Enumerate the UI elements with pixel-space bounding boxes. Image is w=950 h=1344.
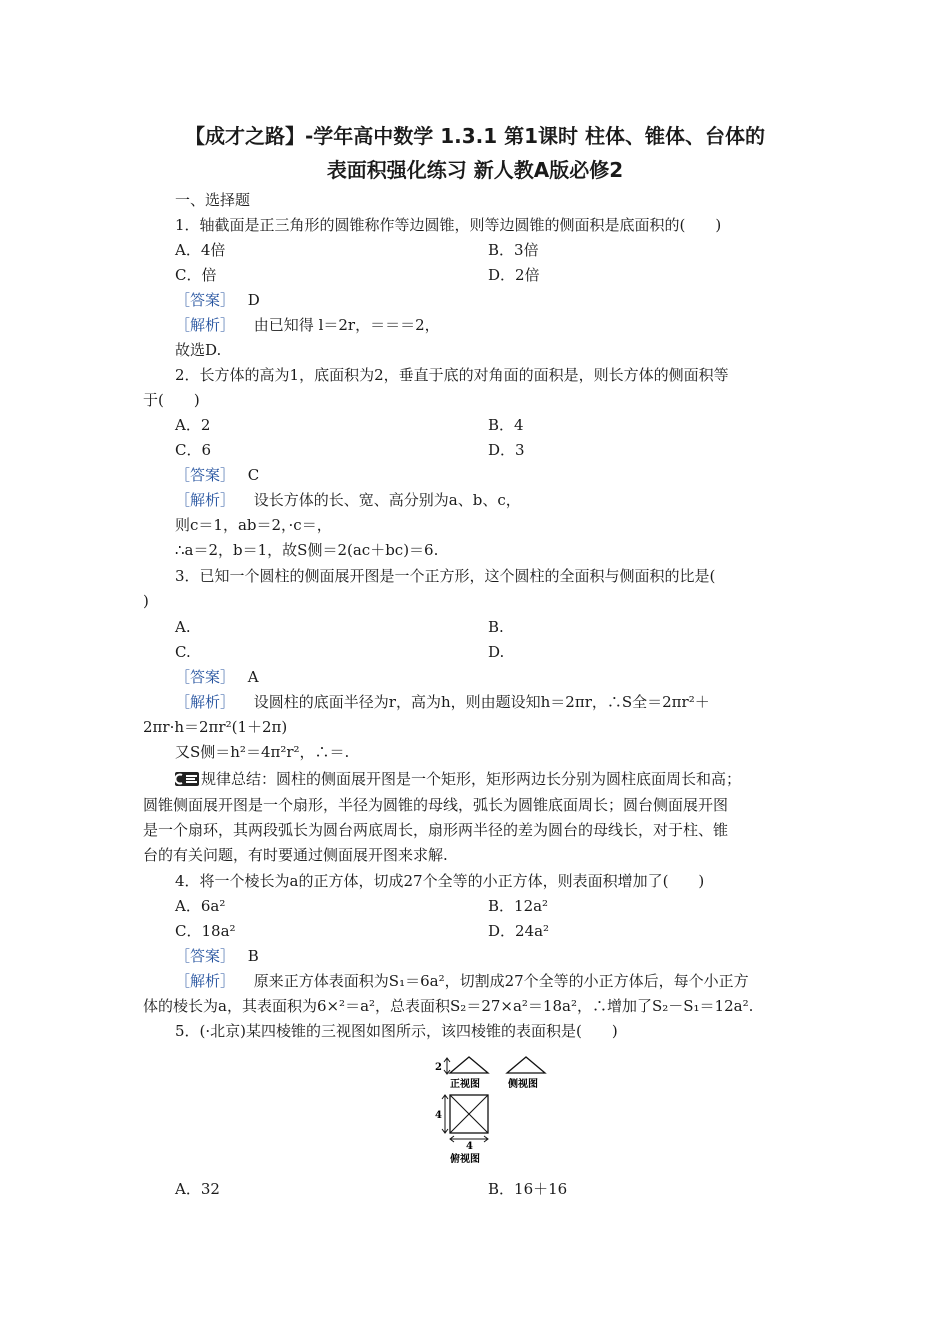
- analysis-tag: ［解析］: [175, 693, 236, 711]
- rule-summary-icon: [175, 772, 199, 786]
- q4-answer: B: [247, 947, 259, 965]
- q3-analysis-line: 2πr·h＝2πr²(1＋2π): [143, 718, 288, 736]
- q4-option-d: D．24a²: [488, 922, 550, 940]
- q2-stem: 2．长方体的高为1，底面积为2，垂直于底的对角面的面积是，则长方体的侧面积等: [175, 366, 729, 384]
- q3-rule-line: 台的有关问题，有时要通过侧面展开图来求解.: [143, 846, 448, 864]
- q4-option-a: A．6a²: [175, 897, 226, 915]
- q3-option-b: B.: [488, 618, 504, 636]
- q1-stem: 1．轴截面是正三角形的圆锥称作等边圆锥，则等边圆锥的侧面积是底面积的( ): [175, 216, 722, 234]
- q2-option-c: C．6: [175, 441, 212, 459]
- q4-option-b: B．12a²: [488, 897, 549, 915]
- q4-answer-row: [175, 946, 259, 966]
- q1-option-d: D．2倍: [488, 266, 540, 284]
- q3-option-a: A.: [175, 618, 191, 636]
- analysis-tag: ［解析］: [175, 491, 236, 509]
- q2-answer: C: [247, 466, 260, 484]
- q2-analysis-row: [175, 490, 521, 510]
- answer-tag: ［答案］: [175, 291, 236, 309]
- q3-stem-cont: ): [143, 592, 149, 610]
- dim-bottom-label: 4: [466, 1141, 473, 1152]
- q3-rule-line: 规律总结：圆柱的侧面展开图是一个矩形，矩形两边长分别为圆柱底面周长和高；: [201, 770, 742, 788]
- q2-answer-row: [175, 465, 259, 485]
- section-heading: 一、选择题: [175, 191, 251, 209]
- front-view-label: 正视图: [450, 1079, 480, 1090]
- three-view-figure: [432, 1052, 552, 1177]
- q2-analysis-line: ∴a＝2，b＝1，故S侧＝2(ac＋bc)＝6.: [175, 541, 439, 559]
- q5-option-a: A．32: [175, 1180, 220, 1198]
- q4-analysis-line: 体的棱长为a，其表面积为6×²＝a²，总表面积S₂＝27×a²＝18a²，∴增加了S₂－S₁＝12a².: [143, 997, 754, 1015]
- top-view-label: 俯视图: [450, 1154, 480, 1165]
- q2-stem-cont: 于( ): [143, 391, 200, 409]
- q3-option-d: D.: [488, 643, 505, 661]
- q4-analysis-line: 原来正方体表面积为S₁＝6a²，切割成27个全等的小正方体后，每个小正方: [253, 972, 749, 990]
- doc-title-line2: 表面积强化练习 新人教A版必修2: [326, 158, 624, 182]
- q5-option-b: B．16＋16: [488, 1180, 568, 1198]
- answer-tag: ［答案］: [175, 947, 236, 965]
- q2-analysis-line: 设长方体的长、宽、高分别为a、b、c，: [253, 491, 521, 509]
- q4-stem: 4．将一个棱长为a的正方体，切成27个全等的小正方体，则表面积增加了( ): [175, 872, 705, 890]
- top-view: [435, 1095, 488, 1165]
- q3-rule-row: [175, 769, 741, 789]
- q1-analysis-line: 故选D.: [175, 341, 222, 359]
- analysis-tag: ［解析］: [175, 972, 236, 990]
- side-view-label: 侧视图: [508, 1079, 538, 1090]
- q4-analysis-row: [175, 971, 749, 991]
- q1-option-a: A．4倍: [175, 241, 226, 259]
- q2-option-a: A．2: [175, 416, 211, 434]
- q1-option-b: B．3倍: [488, 241, 539, 259]
- analysis-tag: ［解析］: [175, 316, 236, 334]
- q2-option-d: D．3: [488, 441, 525, 459]
- q5-stem: 5．(·北京)某四棱锥的三视图如图所示，该四棱锥的表面积是( ): [175, 1022, 618, 1040]
- q3-stem: 3．已知一个圆柱的侧面展开图是一个正方形，这个圆柱的全面积与侧面积的比是(: [175, 567, 716, 585]
- q4-option-c: C．18a²: [175, 922, 236, 940]
- q3-answer-row: [175, 667, 259, 687]
- q1-analysis-row: [175, 315, 440, 335]
- q3-analysis-line: 设圆柱的底面半径为r，高为h，则由题设知h＝2πr，∴S全＝2πr²＋: [253, 693, 710, 711]
- q1-option-c: C．倍: [175, 266, 217, 284]
- answer-tag: ［答案］: [175, 668, 236, 686]
- q3-option-c: C.: [175, 643, 191, 661]
- q3-analysis-row: [175, 692, 710, 712]
- answer-tag: ［答案］: [175, 466, 236, 484]
- q1-answer: D: [247, 291, 260, 309]
- q2-option-b: B．4: [488, 416, 524, 434]
- q3-rule-line: 圆锥侧面展开图是一个扇形，半径为圆锥的母线，弧长为圆锥底面周长；圆台侧面展开图: [143, 796, 729, 814]
- q2-analysis-line: 则c＝1，ab＝2，·c＝，: [175, 516, 332, 534]
- q3-answer: A: [247, 668, 259, 686]
- side-view: [507, 1057, 545, 1090]
- q3-analysis-line: 又S侧＝h²＝4π²r²，∴＝.: [175, 743, 350, 761]
- q3-rule-line: 是一个扇环，其两段弧长为圆台两底周长，扇形两半径的差为圆台的母线长，对于柱、锥: [143, 821, 729, 839]
- front-view: [435, 1057, 488, 1090]
- dim-height-label: 2: [435, 1062, 442, 1073]
- q1-answer-row: [175, 290, 260, 310]
- q1-analysis-line: 由已知得 l＝2r，＝＝＝2，: [253, 316, 440, 334]
- doc-title-line1: 【成才之路】-学年高中数学 1.3.1 第1课时 柱体、锥体、台体的: [184, 124, 766, 148]
- dim-side-label: 4: [435, 1110, 442, 1121]
